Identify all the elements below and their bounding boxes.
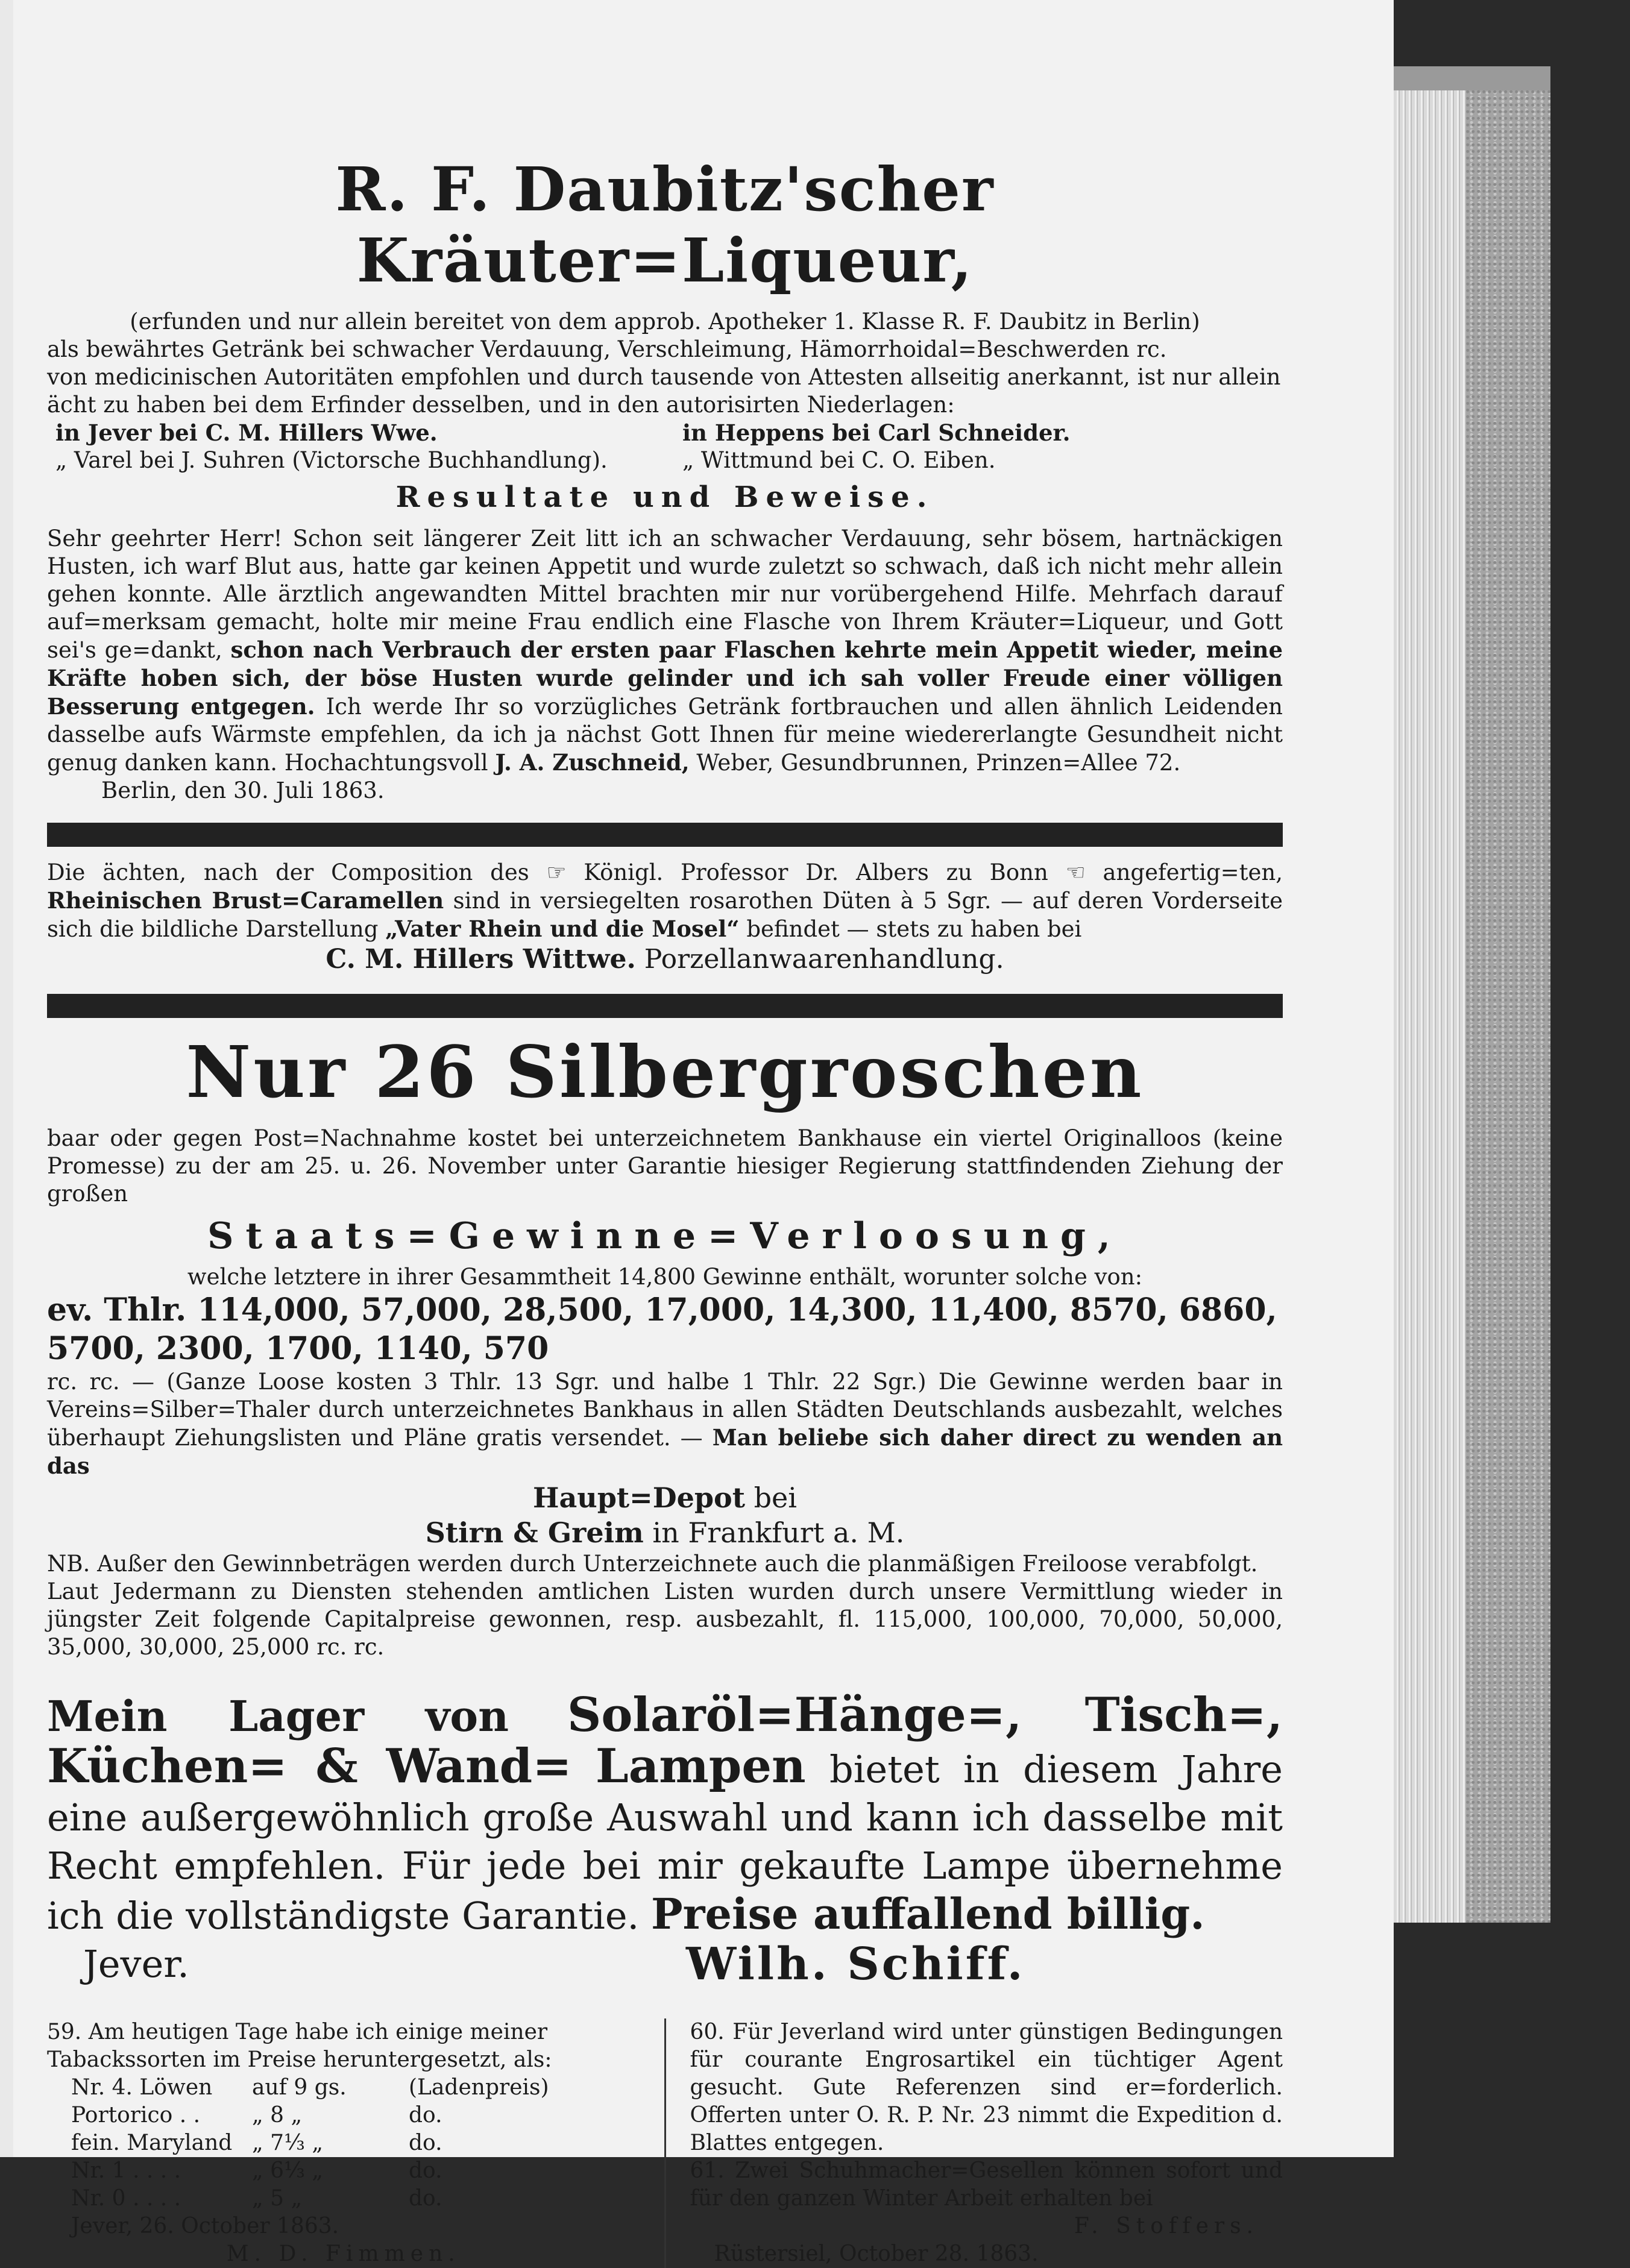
ad4-lead: Mein Lager von (47, 1691, 509, 1741)
ad59-name: Nr. 0 . . . . (71, 2186, 181, 2211)
ad59-note: do. (409, 2103, 442, 2128)
ad1-depot-left-1: in Jever bei C. M. Hillers Wwe. (55, 419, 438, 446)
ad59-price: „ 8 „ (252, 2103, 303, 2128)
ad2-bold-2: „Vater Rhein und die Mosel“ (385, 916, 740, 942)
ad59-row (47, 2157, 640, 2185)
ad1-testimonial-2: Ich werde Ihr so vorzügliches Getränk fortbrauchen und allen ähnlich Leidenden dasselbe aufs Wärmste empfehlen, da ich ja nächst Gott Ihnen für meine wiedererlangte Gesundheit nicht genug danken kann. Hochachtungsvoll (47, 694, 1283, 776)
small-ads (47, 2018, 1283, 2268)
ad4-place: Jever. (83, 1942, 189, 1986)
ad59-name: Portorico . . (71, 2103, 201, 2128)
ad1-line2: als bewährtes Getränk bei schwacher Verdauung, Verschleimung, Hämorrhoidal=Beschwerden rc. (47, 336, 1167, 362)
ad2-seller-rest: Porzellanwaarenhandlung. (644, 944, 1004, 975)
ad3-nb: NB. Außer den Gewinnbeträgen werden durch Unterzeichnete auch die planmäßigen Freiloose verabfolgt. (47, 1551, 1258, 1577)
ad3-bank-rest: in Frankfurt a. M. (652, 1516, 905, 1549)
ad2-seller-line (47, 943, 1283, 976)
ad1-testimonial-bold: schon nach Verbrauch der ersten paar Flaschen kehrte mein Appetit wieder, meine Kräfte hoben sich, der böse Husten wurde gelinder und ich sah voller Freude einer völligen Besserung entgegen. (47, 636, 1283, 720)
ad2-text-1: Die ächten, nach der Composition des ☞ Königl. Professor Dr. Albers zu Bonn ☜ angefertig=ten, (47, 859, 1283, 885)
ad59-row (47, 2129, 640, 2157)
ad60-61 (666, 2018, 1283, 2268)
ad4-bold: Preise auffallend billig. (650, 1889, 1205, 1939)
page-edges (1394, 90, 1466, 1923)
divider-rule (47, 994, 1283, 1018)
ad1-testimonial-1: Sehr geehrter Herr! Schon seit längerer Zeit litt ich an schwacher Verdauung, sehr bösem, hartnäckigen Husten, ich warf Blut aus, hatte gar keinen Appetit und wurde zuletzt so schwach, daß ich nicht mehr allein gehen konnte. Alle ärztlich angewandten Mittel brachten mir nur vorübergehend Hilfe. Mehrfach darauf auf=merksam gemacht, holte mir meine Frau endlich eine Flasche von Ihrem Kräuter=Liqueur, und Gott sei's ge=dankt, (47, 526, 1283, 663)
ad1-testimonial (47, 525, 1283, 777)
ad3-title: Nur 26 Silbergroschen (186, 1030, 1144, 1114)
ad59-note: (Ladenpreis) (409, 2075, 549, 2100)
ad3-bank: Stirn & Greim (425, 1516, 644, 1549)
ad1-depot-right-1: in Heppens bei Carl Schneider. (682, 419, 1071, 446)
ad4-text: bietet in diesem Jahre eine außergewöhnlich große Auswahl und kann ich dasselbe mit Recht empfehlen. Für jede bei mir gekaufte Lampe übernehme ich die vollständigste Garantie. (47, 1747, 1283, 1938)
ad2-seller: C. M. Hillers Wittwe. (326, 944, 636, 975)
ad59-note: do. (409, 2131, 442, 2155)
ad59-date: Jever, 26. October 1863. (71, 2214, 339, 2238)
ad1-line1: (erfunden und nur allein bereitet von dem approb. Apotheker 1. Klasse R. F. Daubitz in Berlin) (130, 309, 1200, 335)
ad4-signer: Wilh. Schiff. (686, 1938, 1025, 1990)
ad1-depots-row2 (47, 447, 1283, 474)
ad1-signer: J. A. Zuschneid, (495, 749, 690, 776)
ad59-price: „ 5 „ (252, 2186, 303, 2211)
ad60-text: 60. Für Jeverland wird unter günstigen Bedingungen für courante Engrosartikel ein tüchtiger Agent gesucht. Gute Referenzen sind er=forderlich. Offerten unter O. R. P. Nr. 23 nimmt die Expedition d. Blattes entgegen. (690, 2020, 1283, 2155)
ad59-signer: M. D. Fimmen. (226, 2241, 461, 2266)
ad2-text-2: sind in versiegelten rosarothen Düten à 5 Sgr. — auf deren Vorderseite sich die bildliche Darstellung (47, 888, 1283, 942)
ad59-row (47, 2102, 640, 2129)
ad3-numbers: ev. Thlr. 114,000, 57,000, 28,500, 17,000, 14,300, 11,400, 8570, 6860, 5700, 2300, 1700, 1140, 570 (47, 1292, 1277, 1367)
binding-edge (0, 0, 13, 2157)
ad1-subtitle: Resultate und Beweise. (395, 480, 934, 514)
ad1-signer-rest: Weber, Gesundbrunnen, Prinzen=Allee 72. (696, 750, 1181, 776)
ad2-text-3: befindet — stets zu haben bei (746, 916, 1082, 942)
ad3-depot-line (47, 1480, 1283, 1515)
ad3-line4: Laut Jedermann zu Diensten stehenden amtlichen Listen wurden durch unsere Vermittlung wieder in jüngster Zeit folgende Capitalpreise gewonnen, resp. ausbezahlt, fl. 115,000, 100,000, 70,000, 50,000, 35,000, 30,000, 25,000 rc. rc. (47, 1578, 1283, 1660)
divider-rule (47, 823, 1283, 847)
ad61-text: 61. Zwei Schuhmacher=Gesellen können sofort und für den ganzen Winter Arbeit erhalten bei (690, 2158, 1283, 2211)
ad3-bank-line (47, 1515, 1283, 1550)
ad1-depot-right-2: „ Wittmund bei C. O. Eiben. (682, 447, 996, 473)
book-cover (1466, 90, 1550, 1923)
ad3-depot: Haupt=Depot (533, 1481, 745, 1514)
ad3-line3 (47, 1368, 1283, 1480)
ad1-depot-left-2: „ Varel bei J. Suhren (Victorsche Buchhandlung). (55, 447, 608, 473)
ad59-name: Nr. 4. Löwen (71, 2075, 213, 2100)
ad61-date: Rüstersiel, October 28. 1863. (714, 2241, 1039, 2266)
ad4-lamps (47, 1688, 1283, 1940)
ad4-lamps-1: Solaröl=Hänge=, Tisch=, Küchen= & Wand= (47, 1688, 1283, 1794)
ad59-intro: 59. Am heutigen Tage habe ich einige meiner Tabackssorten im Preise heruntergesetzt, als: (47, 2020, 552, 2072)
ad59-note: do. (409, 2158, 442, 2183)
ad1-line4: ächt zu haben bei dem Erfinder desselben, und in den autorisirten Niederlagen: (47, 392, 955, 418)
ad3-line1: baar oder gegen Post=Nachnahme kostet bei unterzeichnetem Bankhause ein viertel Originalloos (keine Promesse) zu der am 25. u. 26. November unter Garantie hiesiger Regierung stattfindenden Ziehung der großen (47, 1125, 1283, 1207)
ad4-lamps-2: Lampen (595, 1739, 806, 1794)
ad59-row (47, 2074, 640, 2102)
ad3-depot-rest: bei (754, 1481, 797, 1514)
ad1-date: Berlin, den 30. Juli 1863. (101, 777, 385, 803)
ad3-bold-1: Man beliebe sich daher direct zu wenden an das (47, 1424, 1283, 1479)
ad2-bold-1: Rheinischen Brust=Caramellen (47, 887, 444, 914)
ad59-note: do. (409, 2186, 442, 2211)
ad4-footer (47, 1940, 1283, 1988)
ad59-price: „ 6⅓ „ (252, 2158, 323, 2183)
ad1-line3: von medicinischen Autoritäten empfohlen und durch tausende von Attesten allseitig anerkannt, ist nur allein (47, 364, 1281, 390)
ad3-line2: welche letztere in ihrer Gesammtheit 14,800 Gewinne enthält, worunter solche von: (187, 1264, 1143, 1290)
ad61-signer: F. Stoffers. (1074, 2214, 1259, 2238)
ad59-row (47, 2185, 640, 2213)
ad59-price: auf 9 gs. (252, 2075, 347, 2100)
ad1-depots-row1 (47, 419, 1283, 447)
ad3-line3-text: rc. rc. — (Ganze Loose kosten 3 Thlr. 13 Sgr. und halbe 1 Thlr. 22 Sgr.) Die Gewinne werden baar in Vereins=Silber=Thaler durch unterzeichnetes Bankhaus in allen Städten Deutschlands ausbezahlt, welches überhaupt Ziehungslisten und Pläne gratis versendet. — (47, 1369, 1283, 1451)
ad2-text (47, 859, 1283, 943)
ad3-subtitle: Staats=Gewinne=Verloosung, (207, 1215, 1122, 1257)
ad1-title: R. F. Daubitz'scher Kräuter=Liqueur, (335, 154, 995, 296)
ad59-name: fein. Maryland (71, 2131, 233, 2155)
page-content (47, 154, 1283, 2268)
ad59-name: Nr. 1 . . . . (71, 2158, 181, 2183)
ad59-price: „ 7⅓ „ (252, 2131, 323, 2155)
ad59 (47, 2018, 666, 2268)
